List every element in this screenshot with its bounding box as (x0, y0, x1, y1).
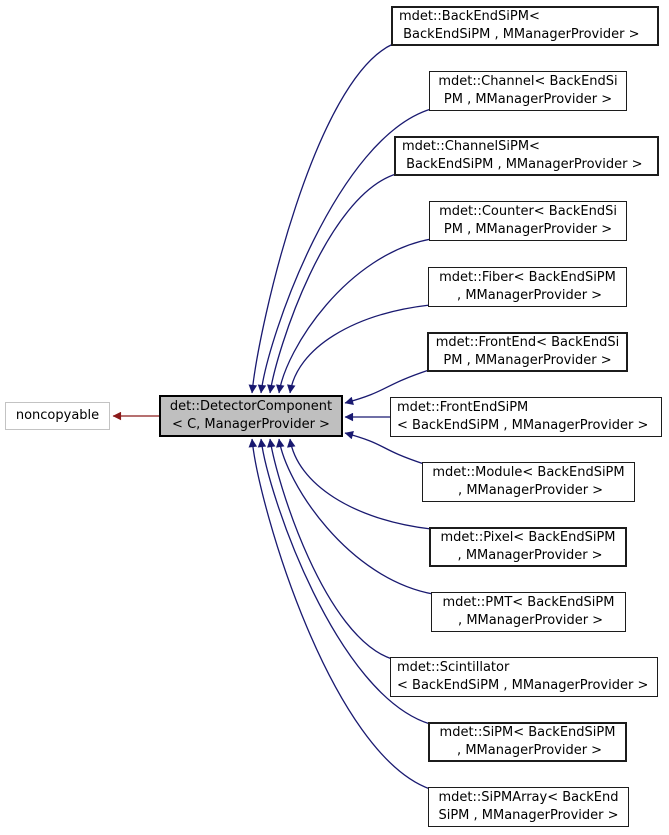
inheritance-edge-pmt-to-detectorcomponent (279, 439, 433, 594)
class-node-label: mdet::SiPM< BackEndSiPM (439, 725, 616, 740)
class-node-frontend[interactable] (427, 332, 628, 372)
class-node-sipmarray[interactable] (428, 787, 629, 827)
class-node-scintillator[interactable] (390, 657, 658, 697)
class-node-channel[interactable] (429, 71, 627, 111)
inheritance-edge-fiber-to-detectorcomponent (290, 305, 430, 393)
class-node-label: mdet::Pixel< BackEndSiPM (440, 530, 616, 545)
class-node-label: SiPM , MManagerProvider > (438, 808, 619, 823)
class-node-label: mdet::BackEndSiPM< (399, 9, 540, 24)
class-node-detectorcomponent (159, 395, 343, 437)
inheritance-edge-pixel-to-detectorcomponent (290, 439, 431, 529)
class-node-label: < C, ManagerProvider > (172, 417, 330, 432)
class-node-channelsipm[interactable] (394, 136, 659, 176)
class-node-noncopyable (5, 402, 110, 430)
class-node-label: mdet::Channel< BackEndSi (438, 74, 618, 89)
class-node-label: noncopyable (15, 408, 100, 423)
class-node-label: BackEndSiPM , MManagerProvider > (402, 157, 643, 172)
class-node-label: mdet::SiPMArray< BackEnd (438, 790, 619, 805)
class-node-label: mdet::Fiber< BackEndSiPM (439, 270, 616, 285)
class-node-label: , MManagerProvider > (452, 743, 603, 758)
class-node-pmt[interactable] (431, 592, 626, 632)
class-node-label: < BackEndSiPM , MManagerProvider > (397, 678, 649, 693)
class-node-label: , MManagerProvider > (453, 548, 603, 563)
class-node-label: BackEndSiPM , MManagerProvider > (399, 27, 640, 42)
class-node-label: mdet::Scintillator (397, 660, 510, 675)
class-node-label: mdet::FrontEndSiPM (397, 400, 529, 415)
class-node-label: , MManagerProvider > (452, 288, 603, 303)
class-node-module[interactable] (422, 462, 635, 502)
class-node-label: PM , MManagerProvider > (443, 222, 613, 237)
class-node-label: mdet::FrontEnd< BackEndSi (435, 335, 620, 350)
inheritance-edge-module-to-detectorcomponent (345, 433, 424, 464)
class-node-label: PM , MManagerProvider > (443, 353, 612, 368)
class-node-sipm[interactable] (428, 722, 627, 762)
class-node-label: , MManagerProvider > (453, 483, 604, 498)
class-node-backendsipm[interactable] (391, 6, 659, 46)
class-node-label: < BackEndSiPM , MManagerProvider > (397, 418, 649, 433)
class-node-label: PM , MManagerProvider > (443, 92, 613, 107)
class-node-label: mdet::PMT< BackEndSiPM (442, 595, 615, 610)
inheritance-edge-counter-to-detectorcomponent (279, 239, 431, 393)
class-node-frontendsipm[interactable] (390, 397, 662, 437)
class-node-label: , MManagerProvider > (453, 613, 604, 628)
class-node-pixel[interactable] (429, 527, 627, 567)
inheritance-edge-sipmarray-to-detectorcomponent (252, 439, 430, 789)
class-node-fiber[interactable] (428, 267, 627, 307)
class-node-label: mdet::Counter< BackEndSi (439, 204, 617, 219)
class-node-label: mdet::Module< BackEndSiPM (432, 465, 625, 480)
inheritance-edge-channelsipm-to-detectorcomponent (270, 174, 396, 393)
class-node-label: det::DetectorComponent (169, 399, 333, 414)
class-node-counter[interactable] (429, 201, 627, 241)
class-node-label: mdet::ChannelSiPM< (402, 139, 540, 154)
